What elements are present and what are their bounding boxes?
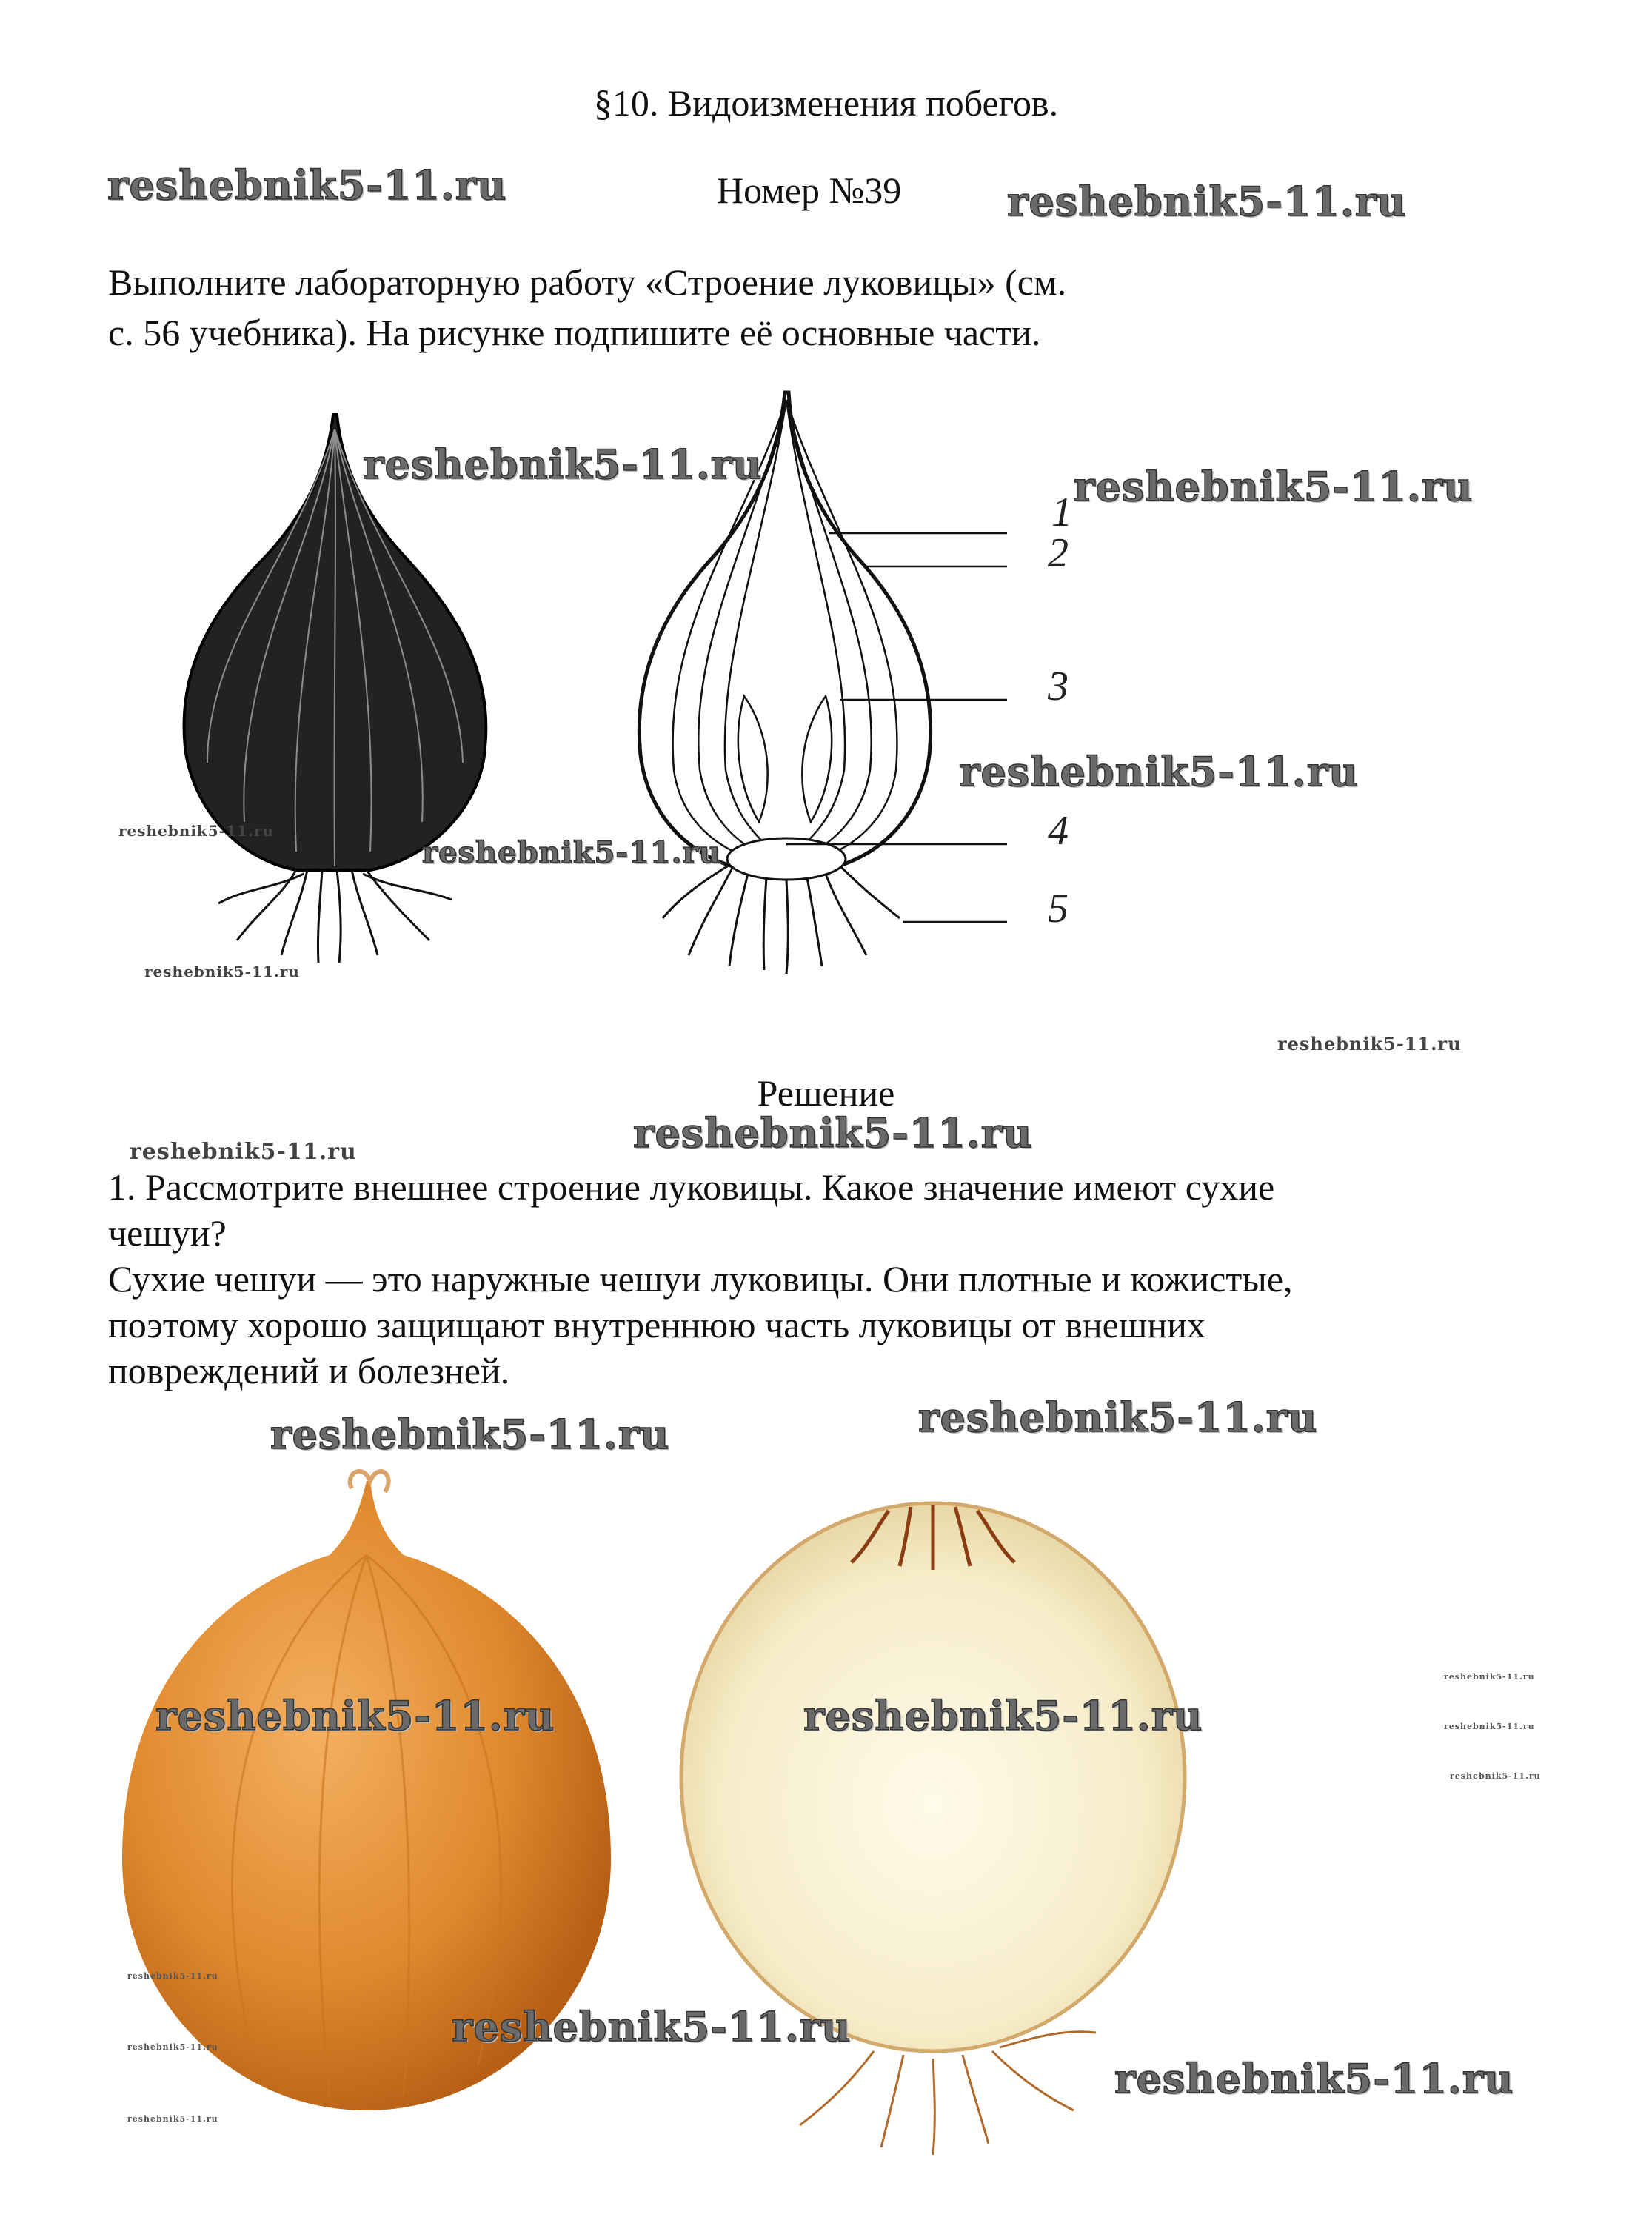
watermark: reshebnik5-11.ru — [1277, 1033, 1462, 1054]
watermark: reshebnik5-11.ru — [270, 1411, 670, 1458]
watermark: reshebnik5-11.ru — [127, 2114, 218, 2124]
external-bulb-drawing — [148, 407, 533, 1000]
solution-question-cont: чешуи? — [108, 1212, 227, 1254]
watermark: reshebnik5-11.ru — [803, 1692, 1203, 1739]
watermark: reshebnik5-11.ru — [1450, 1771, 1541, 1781]
watermark: reshebnik5-11.ru — [959, 748, 1359, 795]
solution-heading: Решение — [757, 1072, 895, 1114]
watermark: reshebnik5-11.ru — [1444, 1722, 1535, 1731]
solution-answer-line-3: повреждений и болезней. — [108, 1350, 510, 1391]
solution-answer-line-2: поэтому хорошо защищают внутреннюю часть луковицы от внешних — [108, 1304, 1205, 1345]
diagram-label-5: 5 — [1048, 886, 1069, 932]
watermark: reshebnik5-11.ru — [127, 1971, 218, 1981]
watermark: reshebnik5-11.ru — [1074, 463, 1474, 510]
solution-answer-line-1: Сухие чешуи — это наружные чешуи луковицы. Они плотные и кожистые, — [108, 1258, 1293, 1300]
watermark: reshebnik5-11.ru — [1444, 1672, 1535, 1682]
watermark: reshebnik5-11.ru — [452, 2003, 852, 2050]
diagram-label-3: 3 — [1048, 663, 1069, 709]
watermark: reshebnik5-11.ru — [144, 963, 300, 980]
watermark: reshebnik5-11.ru — [1114, 2055, 1514, 2102]
diagram-label-4: 4 — [1048, 808, 1069, 854]
watermark: reshebnik5-11.ru — [1007, 178, 1407, 225]
watermark: reshebnik5-11.ru — [130, 1139, 357, 1165]
watermark: reshebnik5-11.ru — [422, 835, 721, 870]
diagram-label-1: 1 — [1051, 489, 1072, 535]
diagram-label-2: 2 — [1048, 530, 1069, 576]
task-line-1: Выполните лабораторную работу «Строение луковицы» (см. — [108, 261, 1067, 303]
watermark: reshebnik5-11.ru — [118, 822, 274, 840]
watermark: reshebnik5-11.ru — [155, 1692, 555, 1739]
watermark: reshebnik5-11.ru — [633, 1109, 1033, 1157]
watermark: reshebnik5-11.ru — [363, 441, 763, 488]
problem-number: Номер №39 — [717, 170, 902, 211]
solution-question: 1. Рассмотрите внешнее строение луковицы. Какое значение имеют сухие — [108, 1166, 1275, 1208]
watermark: reshebnik5-11.ru — [918, 1394, 1318, 1441]
watermark: reshebnik5-11.ru — [127, 2042, 218, 2052]
section-title: §10. Видоизменения побегов. — [593, 82, 1059, 124]
task-line-2: с. 56 учебника). На рисунке подпишите её основные части. — [108, 312, 1041, 353]
watermark: reshebnik5-11.ru — [107, 161, 507, 209]
